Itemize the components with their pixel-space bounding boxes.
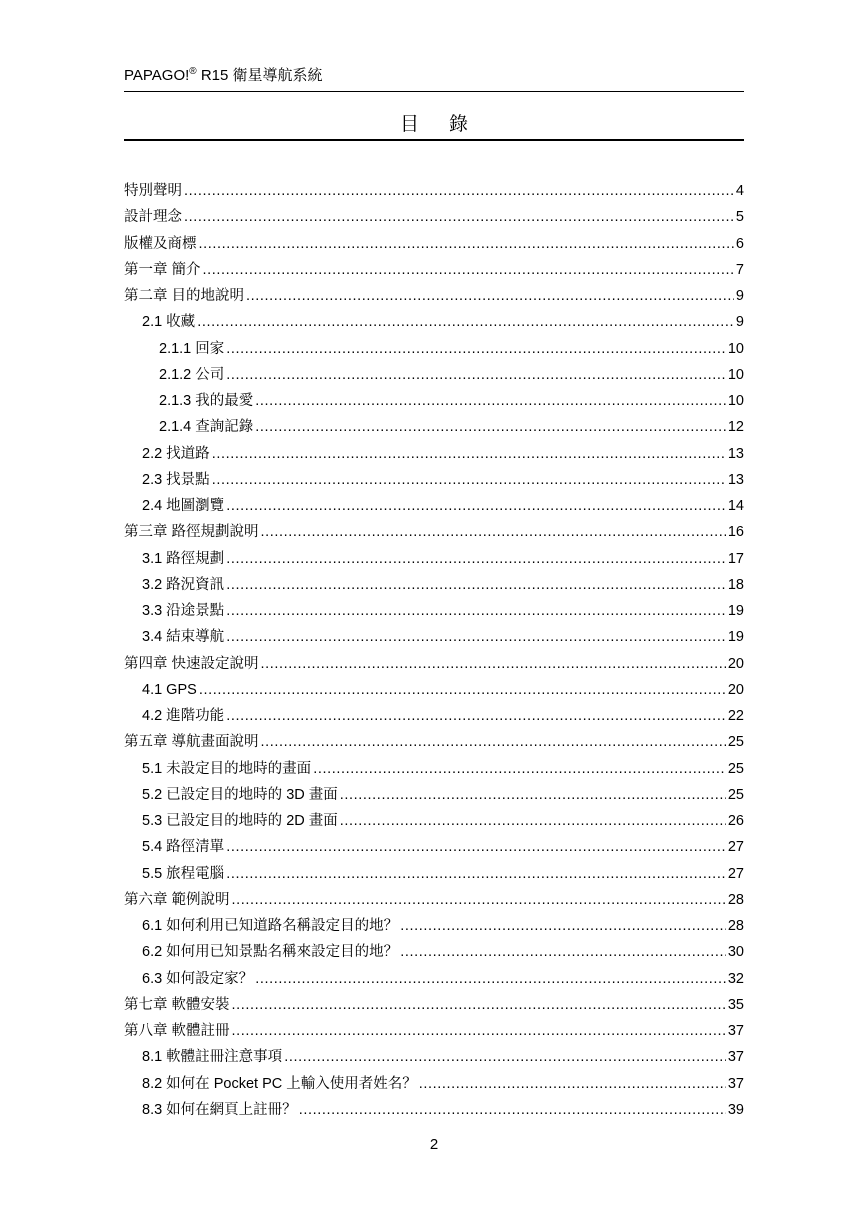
toc-entry[interactable] [124, 283, 744, 309]
header-product: PAPAGO! [124, 67, 190, 84]
toc-entry[interactable] [124, 309, 744, 335]
header-title [124, 64, 323, 85]
toc-entry-page: 37 [727, 1049, 744, 1066]
dot-leader [212, 467, 726, 493]
dot-leader [400, 939, 726, 965]
toc-entry-page: 26 [727, 813, 744, 829]
toc-entry[interactable] [124, 519, 744, 545]
toc-entry-label: 第七章 軟體安裝 [124, 996, 230, 1013]
toc-entry-page: 10 [727, 393, 744, 409]
toc-entry-page: 14 [727, 498, 744, 514]
dot-leader [226, 834, 726, 860]
toc-entry[interactable] [124, 1044, 744, 1070]
dot-leader [226, 861, 726, 887]
dot-leader [184, 178, 734, 204]
toc-entry-page: 13 [727, 445, 744, 462]
toc-entry-page: 19 [727, 603, 744, 619]
toc-entry-page: 18 [727, 576, 744, 593]
dot-leader [212, 441, 726, 467]
dot-leader [199, 677, 726, 703]
toc-title: 目錄 [399, 114, 498, 135]
toc-entry[interactable] [124, 703, 744, 729]
toc-entry-page: 20 [727, 681, 744, 698]
toc-entry-page: 39 [727, 1101, 744, 1118]
toc-entry[interactable] [124, 966, 744, 992]
dot-leader [419, 1071, 726, 1097]
toc-entry-label: 第六章 範例說明 [124, 891, 230, 908]
toc-entry[interactable] [124, 651, 744, 677]
toc-entry[interactable] [124, 204, 744, 230]
dot-leader [284, 1044, 726, 1070]
toc-entry[interactable] [124, 572, 744, 598]
toc-entry-label: 2.4 地圖瀏覽 [142, 498, 225, 514]
dot-leader [184, 204, 734, 230]
toc-entry-label: 設計理念 [124, 209, 182, 226]
dot-leader [232, 992, 726, 1018]
toc-entry-label: 6.2 如何用已知景點名稱來設定目的地？ [142, 944, 399, 961]
toc-entry[interactable] [124, 887, 744, 913]
dot-leader [226, 598, 726, 624]
toc-entry-page: 27 [727, 839, 744, 856]
toc-entry-page: 10 [727, 366, 744, 383]
toc-entry-page: 20 [727, 655, 744, 672]
toc-entry[interactable] [124, 756, 744, 782]
dot-leader [400, 913, 726, 939]
registered-mark: ® [189, 66, 197, 77]
toc-entry[interactable] [124, 782, 744, 808]
toc-entry[interactable] [124, 414, 744, 440]
toc-entry[interactable] [124, 178, 744, 204]
toc-entry-label: 3.2 路況資訊 [142, 576, 225, 593]
dot-leader [226, 572, 726, 598]
toc-entry[interactable] [124, 834, 744, 860]
dot-leader [226, 336, 726, 362]
toc-entry[interactable] [124, 441, 744, 467]
toc-entry-label: 4.2 進階功能 [142, 708, 225, 724]
dot-leader [232, 1018, 726, 1044]
toc-title-block [124, 112, 744, 141]
toc-entry-label: 5.1 未設定目的地時的畫面 [142, 760, 312, 777]
toc-entry[interactable] [124, 231, 744, 257]
toc-entry-page: 25 [727, 786, 744, 803]
dot-leader [261, 519, 726, 545]
toc-entry-label: 第五章 導航畫面說明 [124, 734, 259, 751]
toc-entry[interactable] [124, 939, 744, 965]
toc-entry-page: 27 [727, 865, 744, 882]
dot-leader [226, 546, 726, 572]
toc-entry-page: 37 [727, 1075, 744, 1092]
toc-entry-label: 2.2 找道路 [142, 445, 210, 462]
toc-entry-page: 35 [727, 996, 744, 1013]
toc-entry[interactable] [124, 913, 744, 939]
header-product-name: R15 衛星導航系統 [196, 67, 323, 84]
dot-leader [313, 756, 726, 782]
dot-leader [255, 388, 726, 414]
toc-entry-page: 9 [735, 314, 744, 331]
toc-entry-label: 2.1.2 公司 [159, 366, 225, 383]
dot-leader [203, 257, 734, 283]
toc-entry-label: 2.1.4 查詢記錄 [159, 419, 254, 436]
toc-entry-page: 5 [735, 209, 744, 226]
toc-entry-page: 7 [735, 261, 744, 278]
dot-leader [246, 283, 734, 309]
toc-entry-label: 6.3 如何設定家？ [142, 970, 254, 987]
dot-leader [261, 651, 726, 677]
toc-entry-label: 5.4 路徑清單 [142, 839, 225, 856]
toc-entry-label: 2.1.3 我的最愛 [159, 393, 254, 409]
toc-entry-label: 8.3 如何在網頁上註冊？ [142, 1101, 297, 1118]
toc-entry-label: 第八章 軟體註冊 [124, 1023, 230, 1039]
toc-entry-label: 6.1 如何利用已知道路名稱設定目的地？ [142, 918, 399, 934]
toc-entry-label: 第四章 快速設定說明 [124, 655, 259, 672]
toc-entry[interactable] [124, 493, 744, 519]
toc-entry-page: 25 [727, 760, 744, 777]
dot-leader [261, 729, 726, 755]
toc-entry-label: 2.3 找景點 [142, 471, 210, 488]
toc-entry-page: 6 [735, 235, 744, 252]
toc-entry[interactable] [124, 467, 744, 493]
toc-entry-page: 28 [727, 918, 744, 934]
toc-entry-page: 22 [727, 708, 744, 724]
toc-entry-label: 5.5 旅程電腦 [142, 865, 225, 882]
toc-entry[interactable] [124, 861, 744, 887]
toc-entry-label: 8.2 如何在 Pocket PC 上輸入使用者姓名？ [142, 1075, 417, 1092]
toc-entry[interactable] [124, 257, 744, 283]
toc-entry-label: 5.3 已設定目的地時的 2D 畫面 [142, 813, 338, 829]
dot-leader [232, 887, 726, 913]
dot-leader [340, 782, 726, 808]
toc-entry-page: 19 [727, 629, 744, 646]
toc-entry-label: 2.1 收藏 [142, 314, 196, 331]
toc-entry-label: 4.1 GPS [142, 681, 197, 698]
dot-leader [199, 231, 734, 257]
toc-entry-label: 3.1 路徑規劃 [142, 550, 225, 567]
toc-entry[interactable] [124, 992, 744, 1018]
dot-leader [340, 808, 726, 834]
table-of-contents [124, 178, 744, 1123]
toc-entry[interactable] [124, 729, 744, 755]
toc-entry-label: 第一章 簡介 [124, 261, 201, 278]
toc-entry[interactable] [124, 336, 744, 362]
toc-entry[interactable] [124, 388, 744, 414]
toc-entry-label: 8.1 軟體註冊注意事項 [142, 1049, 283, 1066]
toc-entry[interactable] [124, 1018, 744, 1044]
dot-leader [226, 362, 726, 388]
toc-entry-page: 4 [735, 183, 744, 199]
toc-entry-label: 第二章 目的地說明 [124, 288, 245, 304]
toc-entry[interactable] [124, 546, 744, 572]
toc-entry-page: 17 [727, 550, 744, 567]
toc-entry[interactable] [124, 624, 744, 650]
toc-entry-label: 3.3 沿途景點 [142, 603, 225, 619]
dot-leader [226, 703, 726, 729]
dot-leader [197, 309, 734, 335]
page-header [124, 60, 744, 92]
toc-entry-page: 12 [727, 419, 744, 436]
dot-leader [255, 414, 726, 440]
toc-entry-page: 16 [727, 524, 744, 541]
toc-entry-page: 9 [735, 288, 744, 304]
toc-entry[interactable] [124, 598, 744, 624]
toc-entry[interactable] [124, 1097, 744, 1123]
toc-entry-page: 10 [727, 340, 744, 357]
toc-entry-page: 13 [727, 471, 744, 488]
toc-entry-label: 版權及商標 [124, 235, 197, 252]
toc-entry-page: 28 [727, 891, 744, 908]
toc-entry-label: 第三章 路徑規劃說明 [124, 524, 259, 541]
dot-leader [226, 624, 726, 650]
toc-entry[interactable] [124, 362, 744, 388]
toc-entry[interactable] [124, 1071, 744, 1097]
toc-entry-label: 3.4 結束導航 [142, 629, 225, 646]
toc-entry[interactable] [124, 808, 744, 834]
toc-entry-label: 特別聲明 [124, 183, 182, 199]
dot-leader [226, 493, 726, 519]
toc-entry-page: 32 [727, 970, 744, 987]
toc-entry[interactable] [124, 677, 744, 703]
toc-entry-page: 30 [727, 944, 744, 961]
dot-leader [255, 966, 726, 992]
toc-entry-page: 25 [727, 734, 744, 751]
toc-entry-label: 5.2 已設定目的地時的 3D 畫面 [142, 786, 338, 803]
page-number: 2 [429, 1136, 439, 1153]
toc-entry-page: 37 [727, 1023, 744, 1039]
toc-entry-label: 2.1.1 回家 [159, 340, 225, 357]
dot-leader [299, 1097, 726, 1123]
